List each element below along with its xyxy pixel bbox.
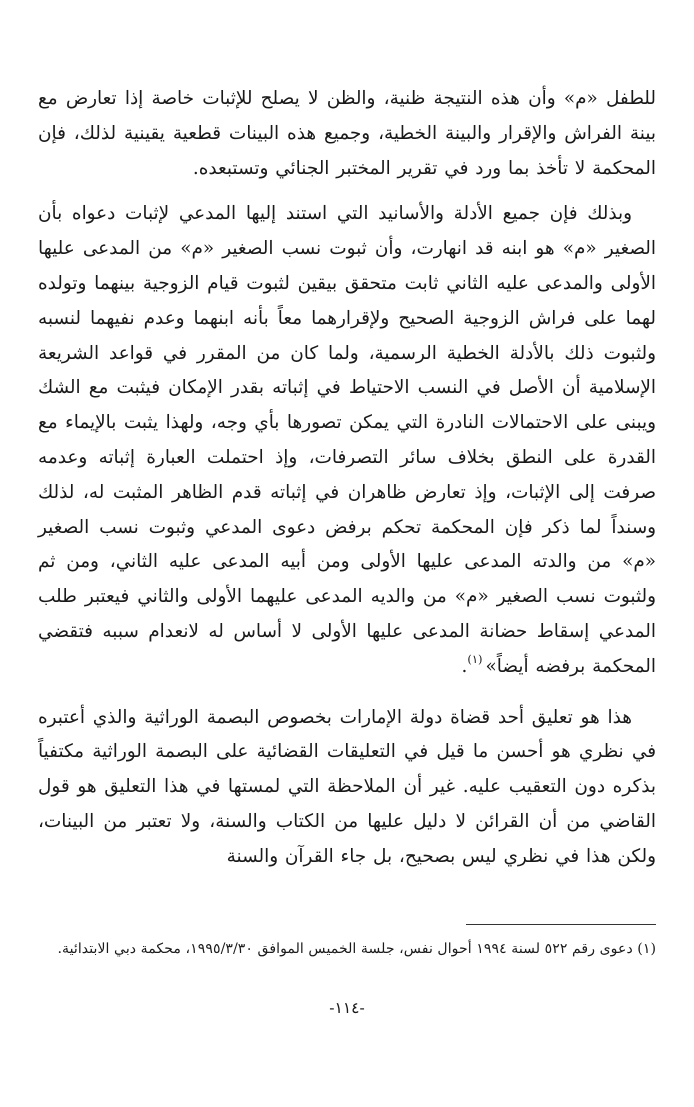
paragraph-2 [38, 197, 656, 684]
paragraph-2-end: . [461, 655, 468, 677]
footnote: (١) دعوى رقم ٥٢٢ لسنة ١٩٩٤ أحوال نفس، جلسة الخميس الموافق ١٩٩٥/٣/٣٠، محكمة دبي الابتدائية. [57, 941, 656, 957]
paragraph-3: هذا هو تعليق أحد قضاة دولة الإمارات بخصوص البصمة الوراثية والذي أعتبره في نظري هو أحسن ما قيل في التعليقات القضائية على البصمة الوراثية مكتفياً بذكره دون التعقيب عليه. غير أن الملاحظة التي لمستها في هذا التعليق هو قول القاضي من أن القرائن لا دليل عليها من الكتاب والسنة، ولا تعتبر من البينات، ولكن هذا في نظري ليس بصحيح، بل جاء القرآن والسنة [38, 706, 656, 867]
page-number: -١١٤- [329, 999, 365, 1017]
paragraph-2-text: وبذلك فإن جميع الأدلة والأسانيد التي استند إليها المدعي لإثبات دعواه بأن الصغير «م» هو ابنه قد انهارت، وأن ثبوت نسب الصغير «م» من المدعى عليها الأولى والمدعى عليه الثاني ثابت متحقق بيقين لثبوت قيام الزوجية بينهما وتولده لهما على فراش الزوجية الصحيح ولإقرارهما معاً بأنه ابنهما وعدم نفيهما لنسبه ولثبوت ذلك بالأدلة الخطية الرسمية، ولما كان من المقرر في قواعد الشريعة الإسلامية أن الأصل في النسب الاحتياط في إثباته بقدر الإمكان فيثبت مع الشك ويبنى على الاحتمالات النادرة التي يمكن تصورها بأي وجه، ولهذا يثبت بالإيماء مع القدرة على النطق بخلاف سائر التصرفات، وإذ احتملت العبارة إثباته وعدمه صرفت إلى الإثبات، وإذ تعارض ظاهران في إثباته قدم الظاهر المثبت له، لذلك وسنداً لما ذكر فإن المحكمة تحكم برفض دعوى المدعي وثبوت نسب الصغير «م» من والدته المدعى عليها الأولى ومن أبيه المدعى عليه الثاني، ومن ثم ولثبوت نسب الصغير «م» من والديه المدعى عليهما الأولى والثاني فيعتبر طلب المدعي إسقاط حضانة المدعى عليها الأولى لا أساس له لانعدام سببه فتقضي المحكمة برفضه أيضاً» [38, 203, 656, 677]
page-body [38, 82, 656, 875]
paragraph-1: للطفل «م» وأن هذه النتيجة ظنية، والظن لا يصلح للإثبات خاصة إذا تعارض مع بينة الفراش والإقرار والبينة الخطية، وجميع هذه البينات قطعية يقينية لذلك، فإن المحكمة لا تأخذ بما ورد في تقرير المختبر الجنائي وتستبعده. [38, 88, 656, 179]
footnote-separator [466, 924, 656, 925]
footnote-marker: (١) [467, 651, 483, 666]
